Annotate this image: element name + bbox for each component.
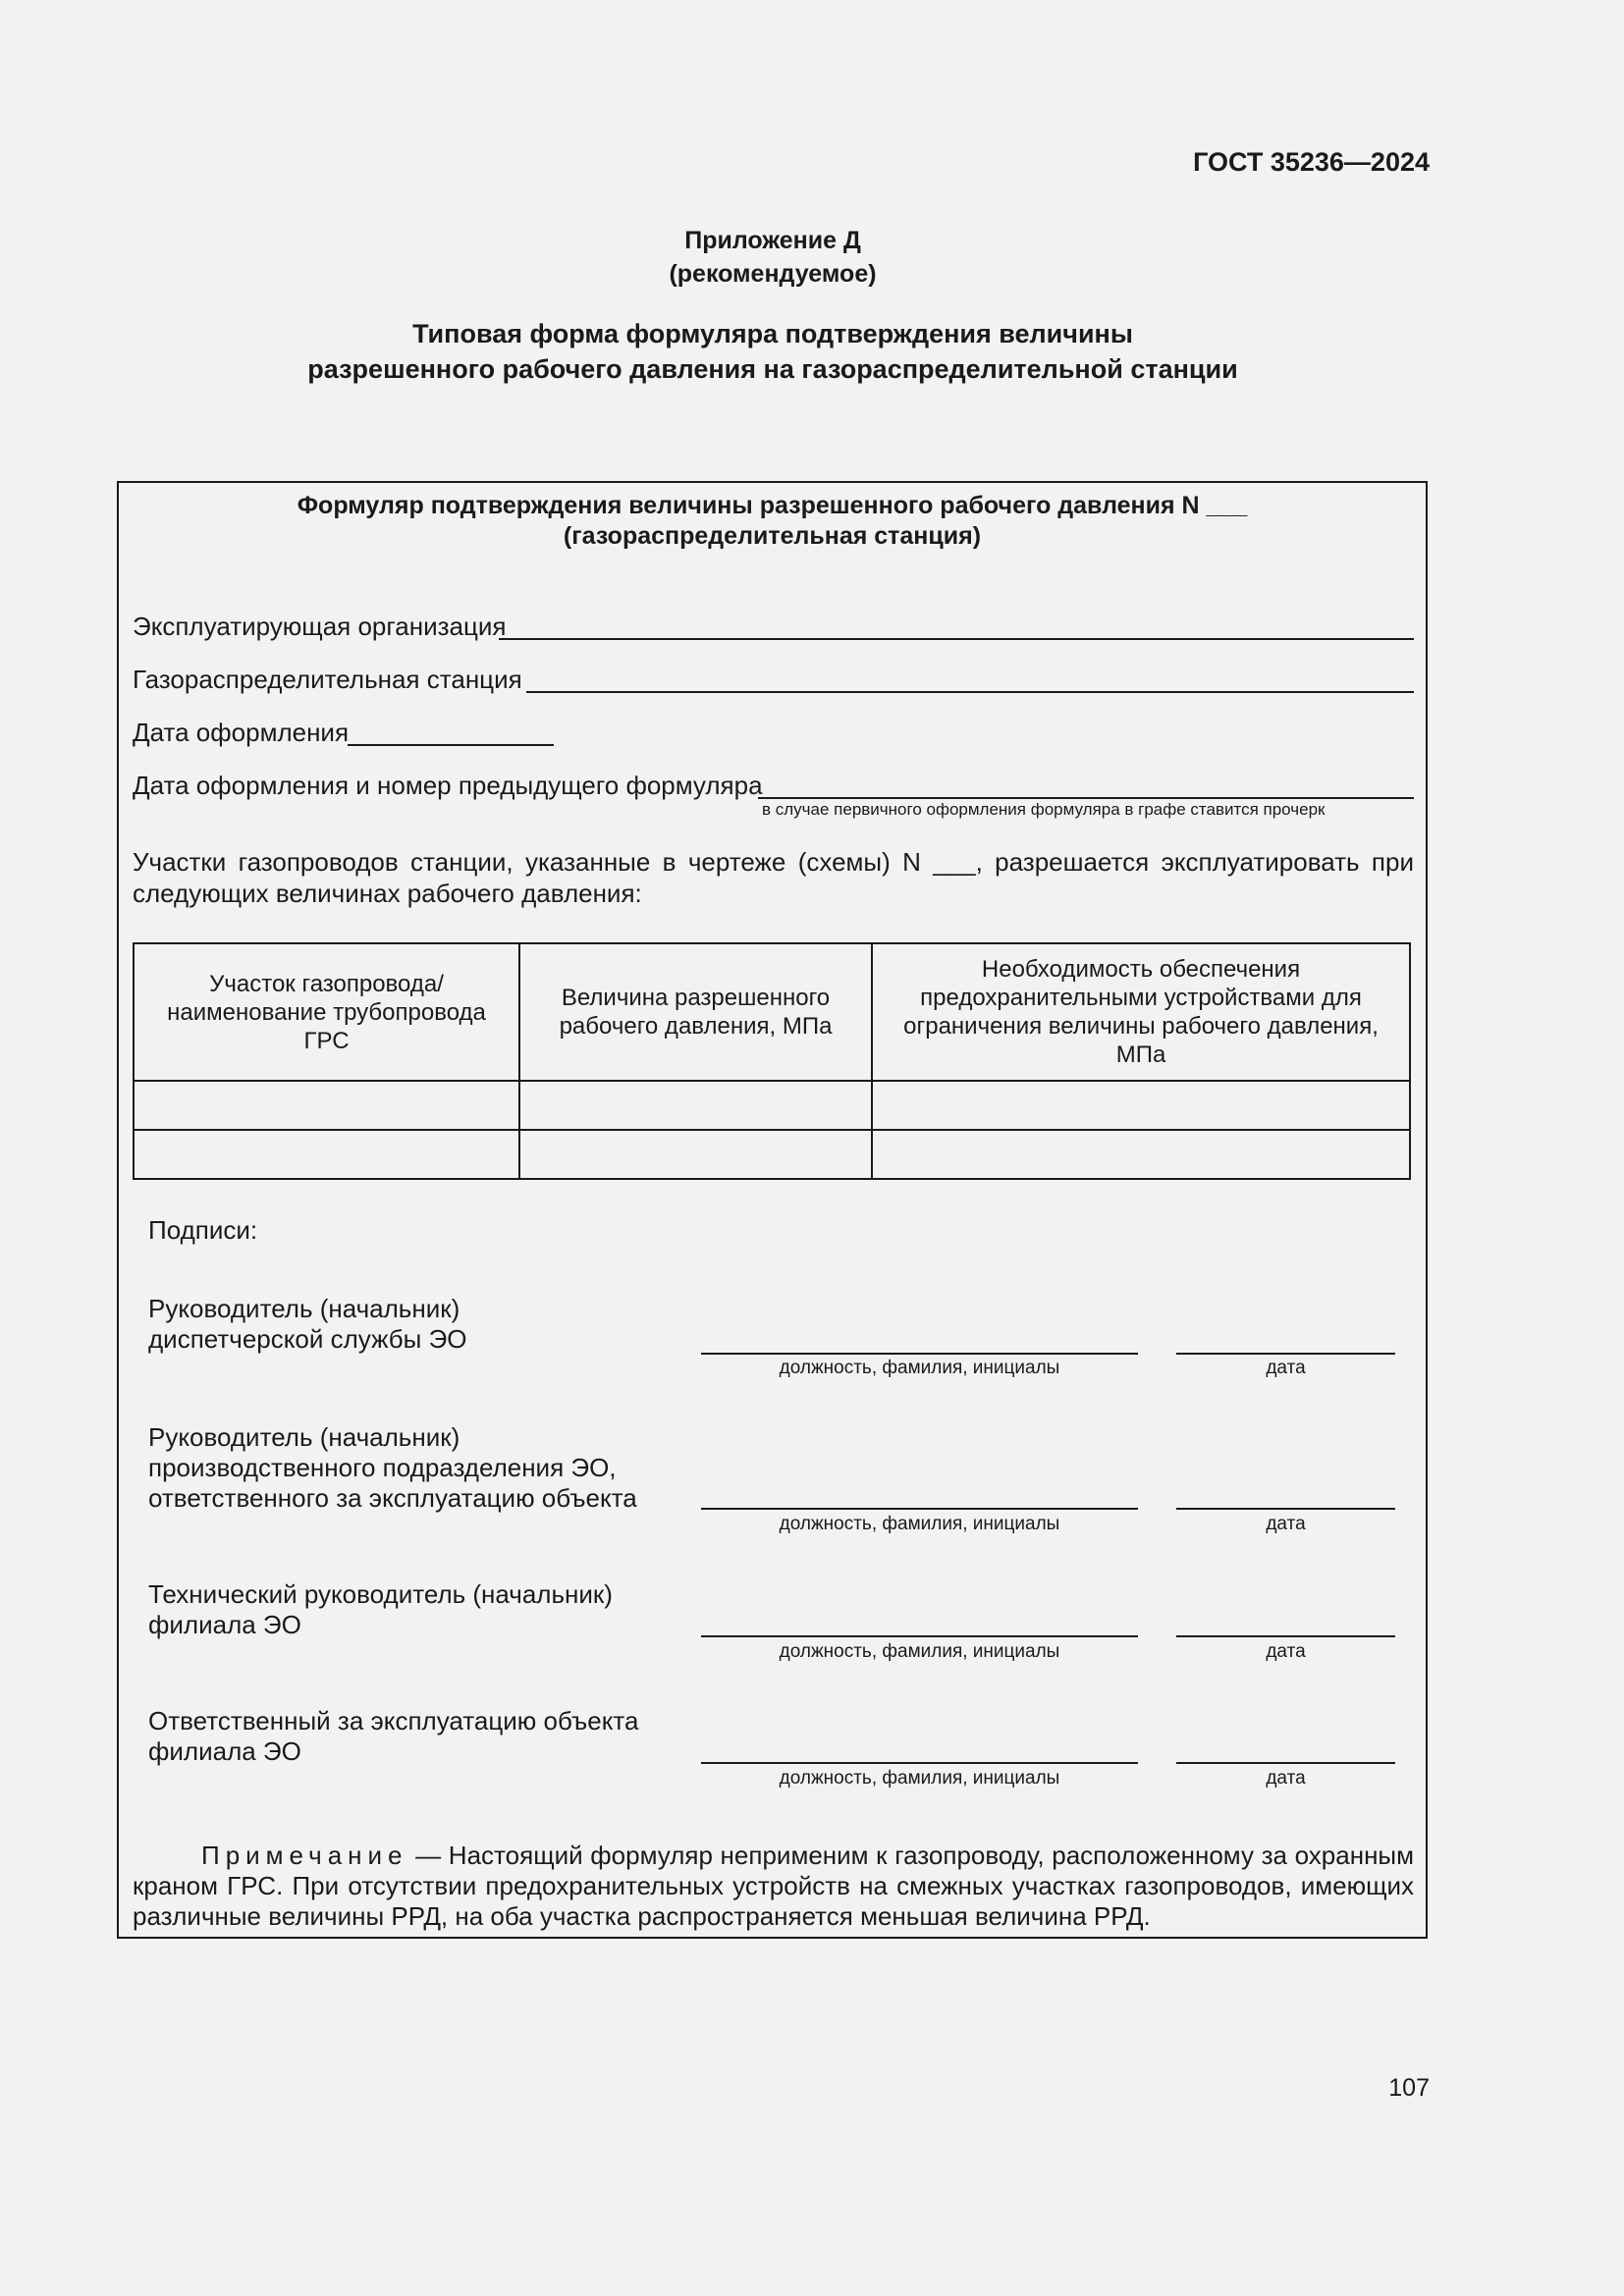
sections-paragraph: Участки газопроводов станции, указанные в чертеже (схемы) N ___, разрешается эксплуатировать при следующих величинах рабочего давления: bbox=[133, 847, 1414, 908]
table-cell[interactable] bbox=[134, 1130, 519, 1179]
note-text: — Настоящий формуляр неприменим к газопроводу, расположенному за охранным краном ГРС. При отсутствии предохранительных устройств на смежных участках газопроводов, имеющих различные величины РРД, на оба участка распространяется меньшая величина РРД. bbox=[133, 1841, 1414, 1931]
signature-role-2 bbox=[148, 1422, 637, 1514]
signature-date-line-2[interactable] bbox=[1176, 1508, 1395, 1510]
table-row bbox=[134, 1130, 1410, 1179]
role-line: Руководитель (начальник) bbox=[148, 1422, 460, 1452]
role-line: ответственного за эксплуатацию объекта bbox=[148, 1483, 637, 1513]
field-station-line[interactable] bbox=[526, 691, 1414, 693]
role-line: Технический руководитель (начальник) bbox=[148, 1579, 613, 1609]
field-station-label: Газораспределительная станция bbox=[133, 665, 522, 694]
signature-date-caption-1: дата bbox=[1266, 1358, 1306, 1378]
signature-name-line-4[interactable] bbox=[701, 1762, 1138, 1764]
field-prev-line[interactable] bbox=[758, 797, 1414, 799]
role-line: филиала ЭО bbox=[148, 1610, 301, 1639]
role-line: производственного подразделения ЭО, bbox=[148, 1453, 617, 1482]
table-header-row bbox=[134, 943, 1410, 1081]
note-label: Примечание bbox=[201, 1841, 408, 1870]
field-org-label: Эксплуатирующая организация bbox=[133, 612, 507, 641]
signatures-title: Подписи: bbox=[148, 1215, 258, 1245]
role-line: филиала ЭО bbox=[148, 1736, 301, 1766]
signature-name-caption-2: должность, фамилия, инициалы bbox=[779, 1514, 1060, 1534]
standard-number: ГОСТ 35236—2024 bbox=[1193, 147, 1430, 177]
role-line: Руководитель (начальник) bbox=[148, 1294, 460, 1323]
signature-date-line-1[interactable] bbox=[1176, 1353, 1395, 1355]
table-cell[interactable] bbox=[134, 1081, 519, 1130]
signature-role-4 bbox=[148, 1706, 638, 1767]
table-row bbox=[134, 1081, 1410, 1130]
field-date-label: Дата оформления bbox=[133, 718, 350, 747]
table-cell[interactable] bbox=[872, 1081, 1410, 1130]
signature-date-line-4[interactable] bbox=[1176, 1762, 1395, 1764]
signature-name-caption-4: должность, фамилия, инициалы bbox=[779, 1768, 1060, 1789]
table-cell[interactable] bbox=[519, 1081, 872, 1130]
role-line: Ответственный за эксплуатацию объекта bbox=[148, 1706, 639, 1735]
annex-status: (рекомендуемое) bbox=[669, 260, 877, 288]
field-org-line[interactable] bbox=[499, 638, 1414, 640]
annex-title: Приложение Д bbox=[684, 227, 861, 254]
signature-role-1 bbox=[148, 1294, 466, 1355]
note bbox=[133, 1841, 1414, 1932]
signature-date-caption-3: дата bbox=[1266, 1641, 1306, 1662]
form-title-line-1: Формуляр подтверждения величины разрешенного рабочего давления N ___ bbox=[297, 492, 1248, 519]
table-cell[interactable] bbox=[519, 1130, 872, 1179]
form-title-line-2: (газораспределительная станция) bbox=[563, 522, 982, 550]
signature-role-3 bbox=[148, 1579, 613, 1640]
annex-heading bbox=[0, 224, 1545, 291]
table-header-section: Участок газопровода/ наименование трубопровода ГРС bbox=[134, 943, 519, 1081]
document-title bbox=[0, 316, 1545, 387]
page-number: 107 bbox=[1388, 2074, 1430, 2102]
signature-date-caption-4: дата bbox=[1266, 1768, 1306, 1789]
signature-name-caption-3: должность, фамилия, инициалы bbox=[779, 1641, 1060, 1662]
table-header-safety: Необходимость обеспечения предохранительными устройствами для ограничения величины рабочего давления, МПа bbox=[872, 943, 1410, 1081]
signature-name-line-3[interactable] bbox=[701, 1635, 1138, 1637]
field-prev-hint: в случае первичного оформления формуляра в графе ставится прочерк bbox=[762, 800, 1326, 819]
signature-name-line-1[interactable] bbox=[701, 1353, 1138, 1355]
signature-name-caption-1: должность, фамилия, инициалы bbox=[779, 1358, 1060, 1378]
signature-date-caption-2: дата bbox=[1266, 1514, 1306, 1534]
title-line-2: разрешенного рабочего давления на газораспределительной станции bbox=[307, 354, 1238, 384]
field-date-line[interactable] bbox=[348, 744, 554, 746]
field-prev-label: Дата оформления и номер предыдущего формуляра bbox=[133, 771, 763, 800]
table-header-pressure: Величина разрешенного рабочего давления, МПа bbox=[519, 943, 872, 1081]
form-title bbox=[117, 491, 1428, 552]
signature-name-line-2[interactable] bbox=[701, 1508, 1138, 1510]
table-cell[interactable] bbox=[872, 1130, 1410, 1179]
pressure-table bbox=[133, 942, 1411, 1180]
signature-date-line-3[interactable] bbox=[1176, 1635, 1395, 1637]
title-line-1: Типовая форма формуляра подтверждения величины bbox=[412, 319, 1133, 348]
role-line: диспетчерской службы ЭО bbox=[148, 1324, 467, 1354]
